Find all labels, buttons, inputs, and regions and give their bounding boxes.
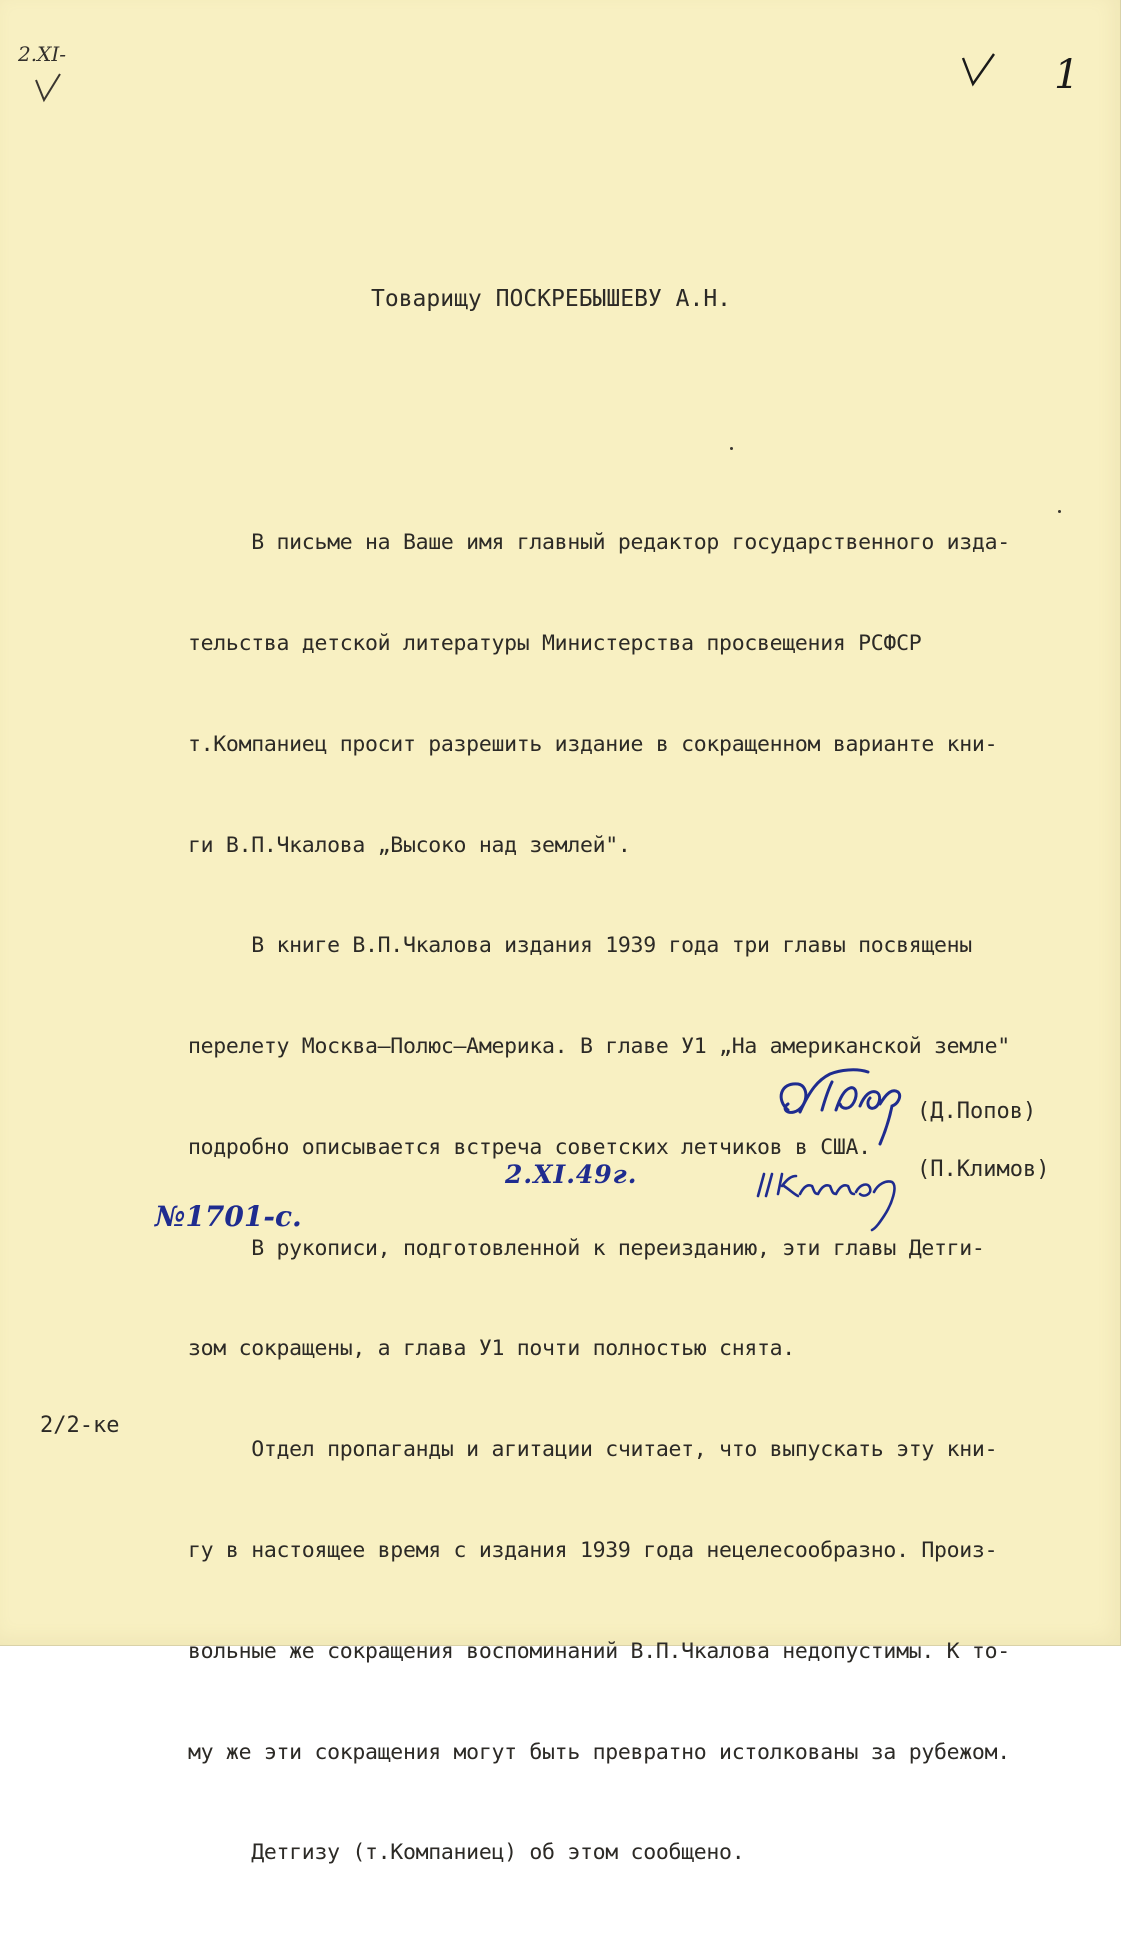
body-line: ги В.П.Чкалова „Высоко над землей". — [188, 832, 631, 858]
paper-speck — [1058, 510, 1061, 513]
body-line: гу в настоящее время с издания 1939 года нецелесообразно. Произ- — [188, 1538, 998, 1563]
body-line: перелету Москва–Полюс–Америка. В главе У1 „На американской земле" — [188, 1034, 1010, 1060]
check-mark-icon — [960, 52, 1000, 88]
klimov-signature — [752, 1152, 912, 1232]
body-line: т.Компаниец просит разрешить издание в сокращенном варианте кни- — [188, 731, 998, 757]
registration-number: №1701-с. — [155, 1200, 302, 1233]
signatory-popov: (Д.Попов) — [917, 1099, 1037, 1124]
body-line: му же эти сокращения могут быть превратно истолкованы за рубежом. — [188, 1739, 1010, 1765]
page-number: 1 — [1054, 52, 1080, 98]
popov-signature — [770, 1060, 920, 1150]
signatory-klimov: (П.Климов) — [917, 1157, 1050, 1182]
body-line: Отдел пропаганды и агитации считает, что выпускать эту кни- — [188, 1437, 998, 1463]
body-line: В книге В.П.Чкалова издания 1939 года три главы посвящены — [188, 933, 972, 959]
body-line: В письме на Ваше имя главный редактор государственного изда- — [188, 530, 1010, 556]
corner-check-icon — [32, 72, 66, 106]
paper-speck — [730, 447, 733, 450]
addressee-line: Товарищу ПОСКРЕБЫШЕВУ А.Н. — [371, 286, 732, 312]
typist-code: 2/2-ке — [40, 1413, 120, 1438]
body-line: Детгизу (т.Компаниец) об этом сообщено. — [188, 1840, 745, 1866]
body-line: подробно описывается встреча советских летчиков в США. — [188, 1134, 871, 1160]
handwritten-date: 2.XI.49г. — [505, 1160, 638, 1189]
corner-date-note: 2.XI- — [18, 42, 66, 66]
body-line: вольные же сокращения воспоминаний В.П.Чкалова недопустимы. К то- — [188, 1638, 1010, 1664]
body-line: тельства детской литературы Министерства просвещения РСФСР — [188, 630, 922, 656]
body-line: В рукописи, подготовленной к переизданию, эти главы Детги- — [188, 1235, 985, 1261]
body-line: зом сокращены, а глава У1 почти полностью снята. — [188, 1336, 795, 1362]
